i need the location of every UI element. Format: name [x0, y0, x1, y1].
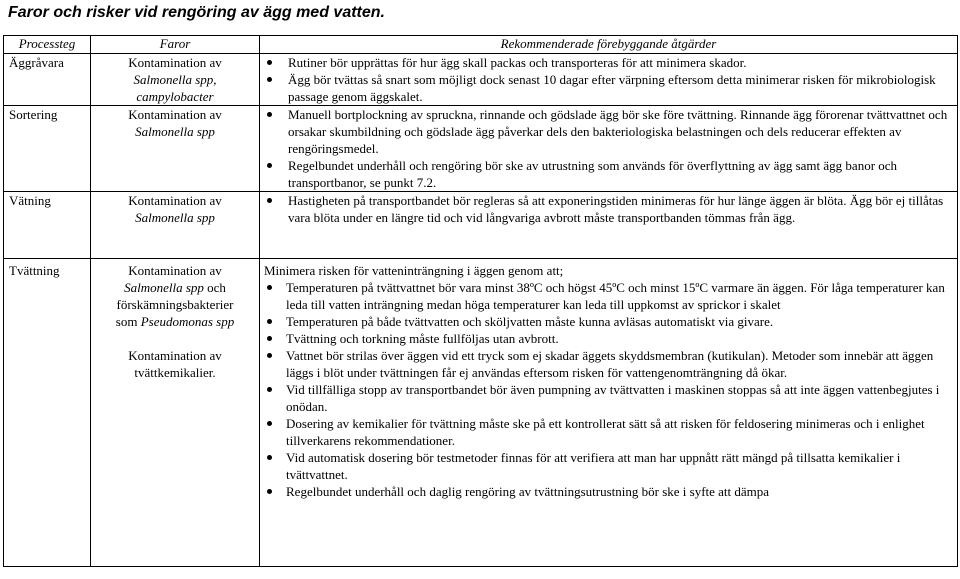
table-row [4, 106, 958, 192]
hazard-cell [91, 259, 260, 567]
hazard-line [93, 279, 257, 296]
header-hazards: Faror [91, 36, 260, 54]
process-step-cell: Äggråvara [4, 54, 91, 106]
header-measures: Rekommenderade förebyggande åtgärder [260, 36, 958, 54]
measures-cell [260, 192, 958, 259]
measure-item: Vid automatisk dosering bör testmetoder finnas för att verifiera att man har uppnått rätt mängd på tillsatta kemikalier i tvättvattnet. [264, 449, 953, 483]
hazard-line [93, 313, 257, 330]
measure-item: Hastigheten på transportbandet bör regleras så att exponeringstiden minimeras för hur länge äggen är blöta. Ägg bör ej tillåtas vara blöta under en längre tid och vid långvariga avbrott måste transportbanden tömmas från ägg. [264, 192, 953, 226]
measures-list [264, 192, 953, 226]
hazard-line: Kontamination av [128, 263, 222, 278]
measures-list [264, 54, 953, 105]
hazard-cell [91, 54, 260, 106]
table-row [4, 54, 958, 106]
measure-item: Tvättning och torkning måste fullföljas utan avbrott. [264, 330, 953, 347]
measure-item: Rutiner bör upprättas för hur ägg skall packas och transporteras för att minimera skador. [264, 54, 953, 71]
table-header-row [4, 36, 958, 54]
measure-item: Manuell bortplockning av spruckna, rinnande och gödslade ägg bör ske före tvättning. Rinnande ägg förorenar tvättvattnet och orsakar skumbildning och gödslade ägg påverkar dels den bakteriologiska belastningen och dels reducerar effekten av rengöringsmedel. [264, 106, 953, 157]
hazard-line: Kontamination av [128, 348, 222, 363]
measure-item: Dosering av kemikalier för tvättning måste ske på ett kontrollerat sätt så att risken för feldosering minimeras och i enlighet tillverkarens rekommendationer. [264, 415, 953, 449]
hazard-line: Kontamination av [128, 55, 222, 70]
measure-item: Vid tillfälliga stopp av transportbandet bör även pumpning av tvättvatten i maskinen stoppas så att inte äggen vattenbegjutes i onödan. [264, 381, 953, 415]
hazard-line: Salmonella spp [135, 124, 215, 139]
hazard-italic-text: Salmonella spp [124, 280, 204, 295]
measure-item: Regelbundet underhåll och daglig rengöring av tvättningsutrustning bör ske i syfte att dämpa [264, 483, 953, 500]
table-row [4, 259, 958, 567]
hazard-cell [91, 106, 260, 192]
measure-item: Ägg bör tvättas så snart som möjligt dock senast 10 dagar efter värpning eftersom detta minimerar risken för mikrobiologisk passage genom äggskalet. [264, 71, 953, 105]
hazard-line: campylobacter [136, 89, 214, 104]
measures-list [264, 106, 953, 191]
document-title: Faror och risker vid rengöring av ägg med vatten. [8, 4, 385, 21]
hazard-spacer [93, 330, 257, 347]
measure-item: Regelbundet underhåll och rengöring bör ske av utrustning som används för överflyttning av ägg samt ägg banor och transportbanor, se punkt 7.2. [264, 157, 953, 191]
hazard-plain-text: och [203, 280, 226, 295]
measures-cell [260, 54, 958, 106]
hazard-line: förskämningsbakterier [116, 297, 234, 312]
hazard-italic-text: Pseudomonas spp [140, 314, 235, 329]
measure-item: Temperaturen på både tvättvatten och sköljvatten måste kunna avläsas automatiskt via givare. [264, 313, 953, 330]
hazard-line: Kontamination av [128, 107, 222, 122]
measures-cell [260, 106, 958, 192]
process-step-cell: Sortering [4, 106, 91, 192]
hazard-line: Salmonella spp [135, 210, 215, 225]
measure-item: Vattnet bör strilas över äggen vid ett tryck som ej skadar äggets skyddsmembran (kutikulan). Metoder som innebär att äggen läggs i blöt under tvättningen får ej användas eftersom risken för vattengenomträngning då ökar. [264, 347, 953, 381]
measures-intro: Minimera risken för vatteninträngning i äggen genom att; [264, 263, 564, 278]
hazard-table [3, 35, 958, 567]
hazard-plain-text: som [115, 314, 141, 329]
table-row [4, 192, 958, 259]
hazard-line: Salmonella spp, [133, 72, 217, 87]
hazard-line: tvättkemikalier. [134, 365, 216, 380]
measure-item: Temperaturen på tvättvattnet bör vara minst 38ºC och högst 45ºC och minst 15ºC varmare än äggen. För låga temperaturer kan leda till vatten inträngning medan höga temperaturer kan leda till uppkomst av sprickor i skalet [264, 279, 953, 313]
process-step-cell: Tvättning [4, 259, 91, 567]
hazard-line: Kontamination av [128, 193, 222, 208]
process-step-cell: Vätning [4, 192, 91, 259]
measures-cell [260, 259, 958, 567]
header-process-step: Processteg [4, 36, 91, 54]
hazard-cell [91, 192, 260, 259]
measures-list [264, 279, 953, 500]
